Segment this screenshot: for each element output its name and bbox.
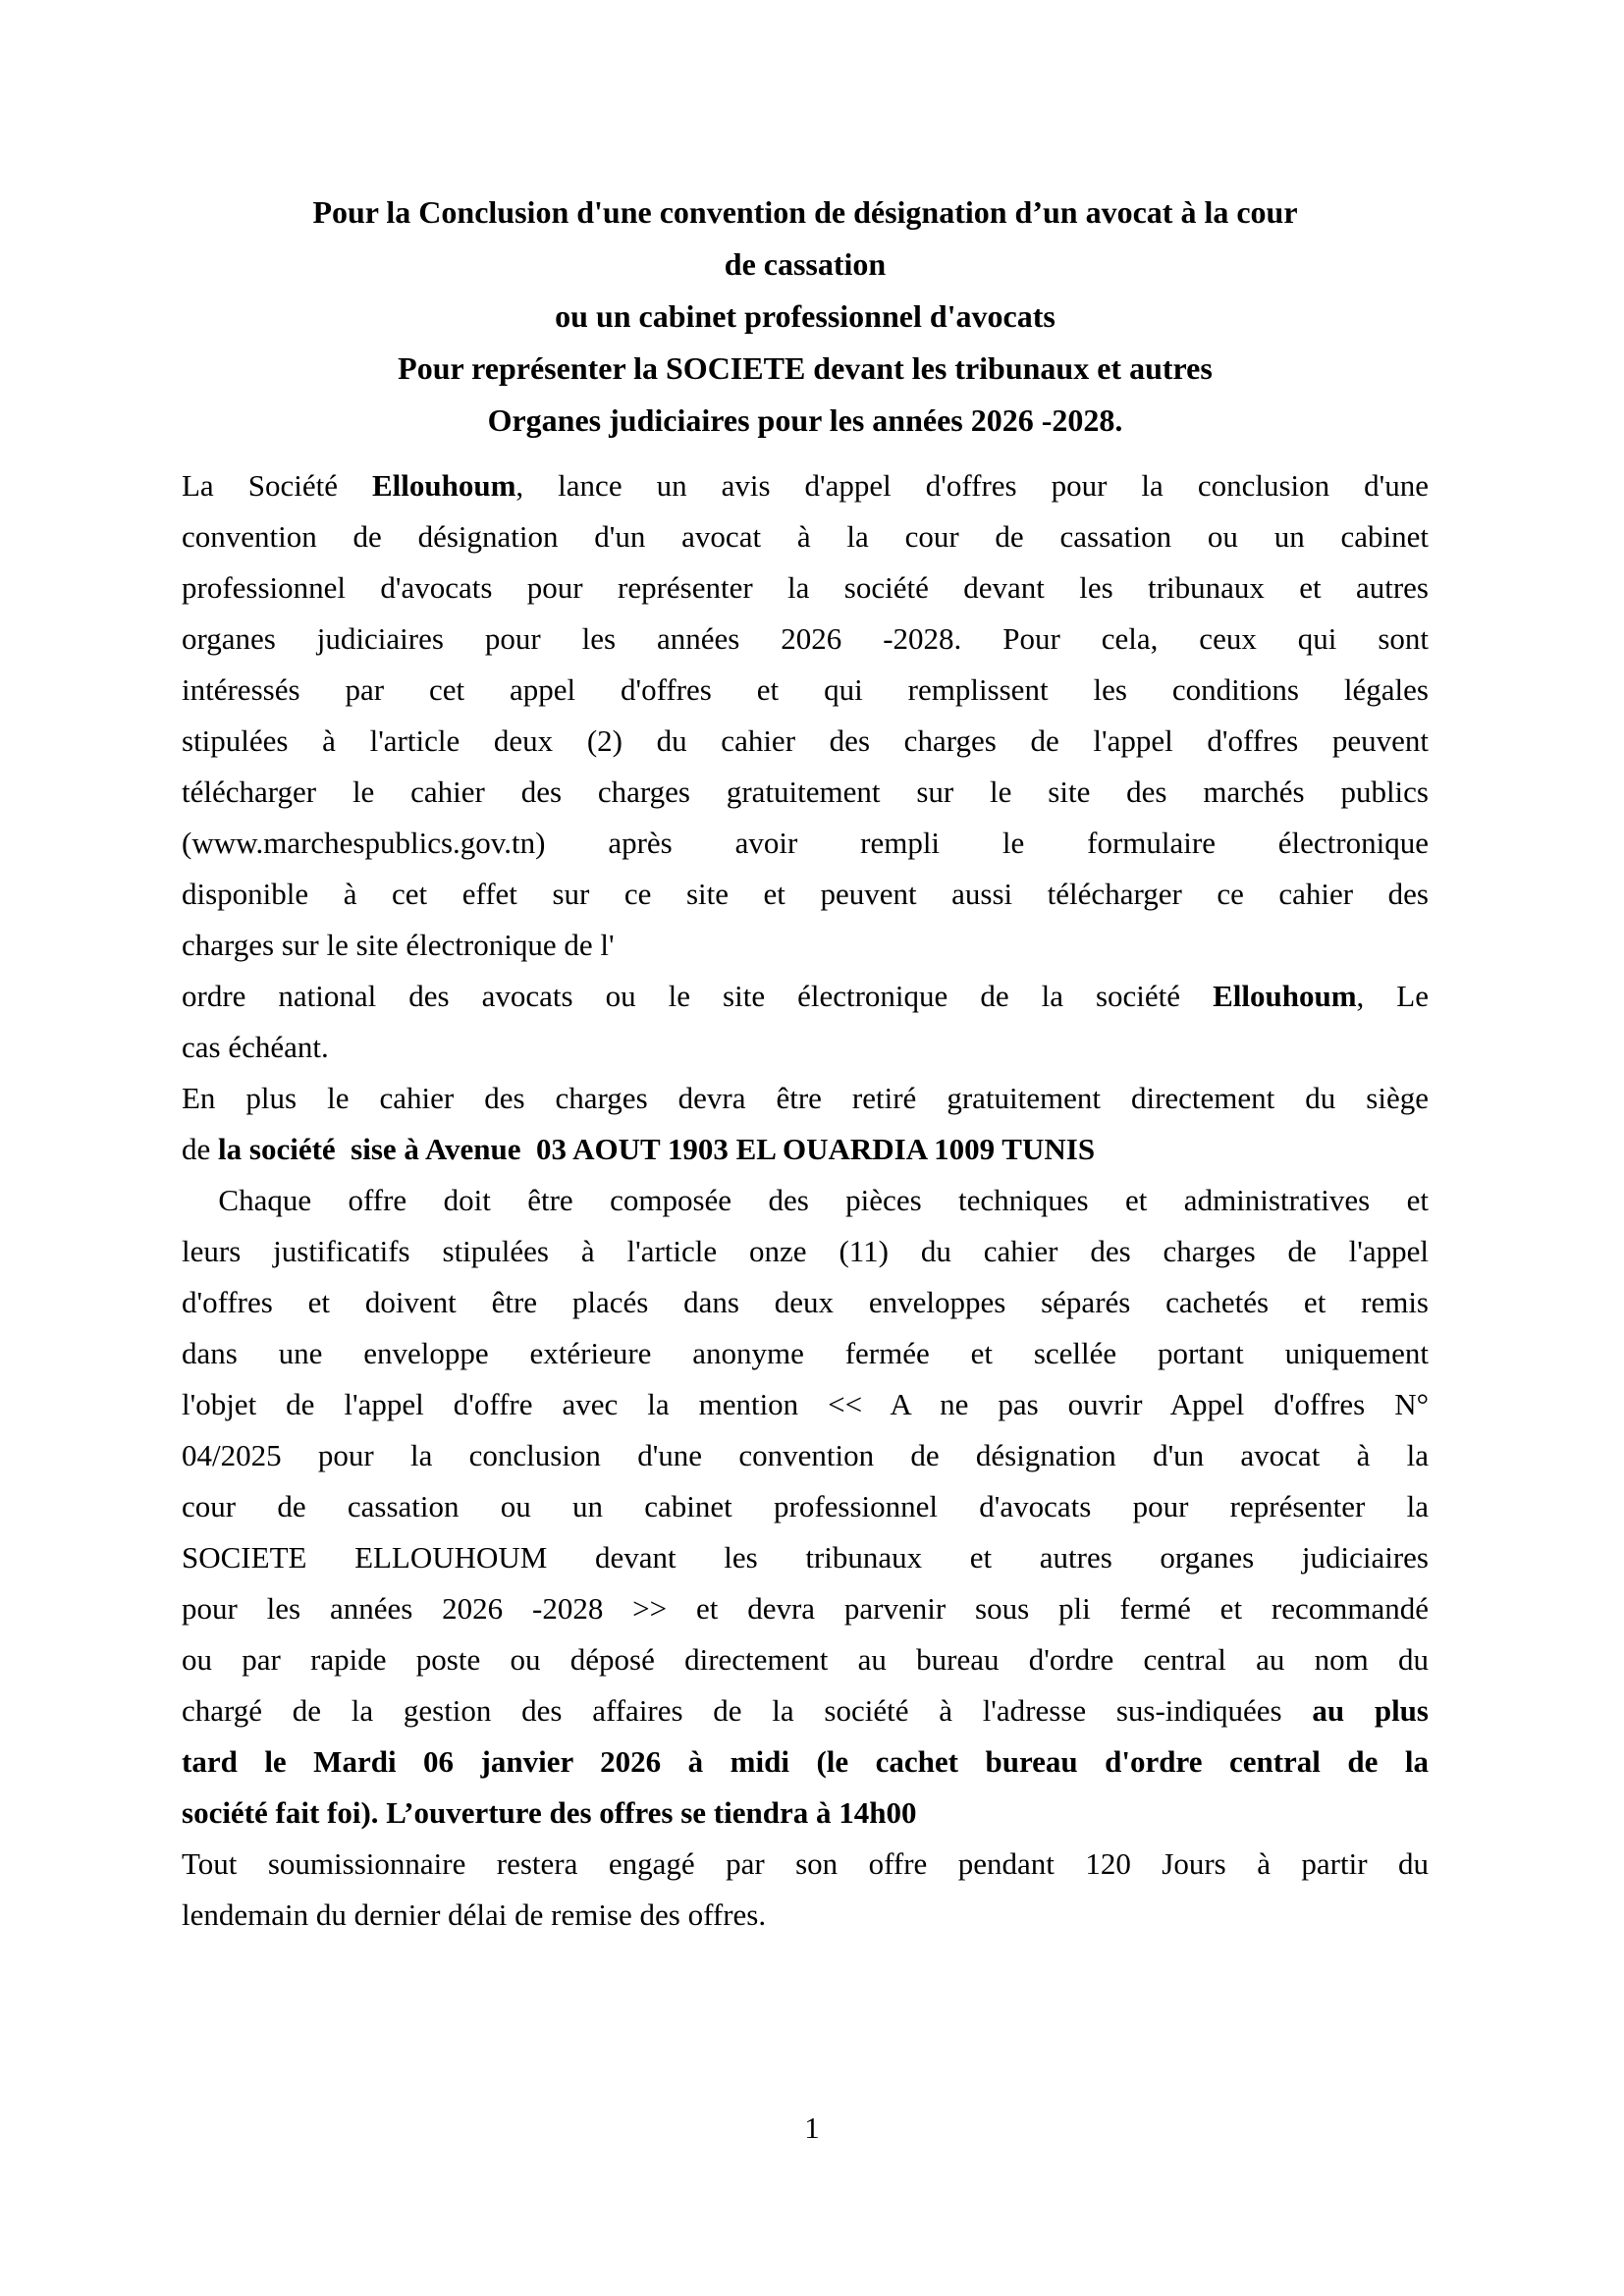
title-line: ou un cabinet professionnel d'avocats (555, 298, 1056, 334)
regular-text: Chaque offre doit être composée des pièces techniques et administratives et (182, 1183, 1429, 1217)
regular-text: chargé de la gestion des affaires de la société à l'adresse sus-indiquées (182, 1693, 1313, 1728)
text-line (182, 1481, 1429, 1532)
bold-text: Ellouhoum (1213, 979, 1357, 1013)
regular-text: ou par rapide poste ou déposé directement au bureau d'ordre central au nom du (182, 1642, 1429, 1677)
regular-text: cour de cassation ou un cabinet professionnel d'avocats pour représenter la (182, 1489, 1429, 1523)
regular-text: leurs justificatifs stipulées à l'article onze (11) du cahier des charges de l'appel (182, 1234, 1429, 1268)
regular-text: de (182, 1132, 219, 1166)
text-line (182, 1685, 1429, 1736)
text-line (182, 1073, 1429, 1124)
regular-text: , lance un avis d'appel d'offres pour la conclusion d'une (515, 468, 1429, 503)
text-line (182, 1634, 1429, 1685)
text-line (182, 716, 1429, 767)
text-line (182, 511, 1429, 562)
regular-text: , Le (1356, 979, 1429, 1013)
bold-text: société fait foi). L’ouverture des offres se tiendra à 14h00 (182, 1795, 917, 1830)
text-line (182, 1022, 1429, 1073)
regular-text: lendemain du dernier délai de remise des offres. (182, 1897, 767, 1932)
text-line (182, 869, 1429, 920)
bold-text: au plus (1312, 1693, 1429, 1728)
regular-text: ordre national des avocats ou le site électronique de la société (182, 979, 1214, 1013)
bold-text: la société sise à Avenue 03 AOUT 1903 EL OUARDIA 1009 TUNIS (218, 1132, 1096, 1166)
text-line (182, 1379, 1429, 1430)
regular-text: dans une enveloppe extérieure anonyme fermée et scellée portant uniquement (182, 1336, 1429, 1370)
text-line (182, 614, 1429, 665)
text-line (182, 1788, 1429, 1839)
document-body (182, 460, 1429, 1941)
text-line (182, 1124, 1429, 1175)
text-line (182, 1890, 1429, 1941)
text-line (182, 1736, 1429, 1788)
text-line (182, 818, 1429, 869)
text-line (182, 1277, 1429, 1328)
title-line: de cassation (724, 246, 887, 282)
regular-text: pour les années 2026 -2028 >> et devra parvenir sous pli fermé et recommandé (182, 1591, 1429, 1626)
regular-text: l'objet de l'appel d'offre avec la mention << A ne pas ouvrir Appel d'offres N° (182, 1387, 1429, 1421)
text-line (182, 1226, 1429, 1277)
text-line (182, 1430, 1429, 1481)
regular-text: charges sur le site électronique de l' (182, 928, 615, 962)
regular-text: disponible à cet effet sur ce site et peuvent aussi télécharger ce cahier des (182, 877, 1429, 911)
text-line (182, 1583, 1429, 1634)
text-line (182, 562, 1429, 614)
regular-text: (www.marchespublics.gov.tn) après avoir rempli le formulaire électronique (182, 826, 1429, 860)
text-line (182, 767, 1429, 818)
title-line: Organes judiciaires pour les années 2026 -2028. (487, 402, 1123, 438)
bold-text: tard le Mardi 06 janvier 2026 à midi (le cachet bureau d'ordre central de la (182, 1744, 1429, 1779)
regular-text: d'offres et doivent être placés dans deux enveloppes séparés cachetés et remis (182, 1285, 1429, 1319)
regular-text: organes judiciaires pour les années 2026 -2028. Pour cela, ceux qui sont (182, 621, 1429, 656)
text-line (182, 920, 1429, 971)
regular-text: télécharger le cahier des charges gratuitement sur le site des marchés publics (182, 774, 1429, 809)
regular-text: La Société (182, 468, 372, 503)
title-line: Pour représenter la SOCIETE devant les tribunaux et autres (398, 350, 1213, 386)
page-number: 1 (804, 2110, 820, 2145)
title-line: Pour la Conclusion d'une convention de désignation d’un avocat à la cour (312, 194, 1298, 230)
regular-text: cas échéant. (182, 1030, 329, 1064)
text-line (182, 460, 1429, 511)
regular-text: 04/2025 pour la conclusion d'une convention de désignation d'un avocat à la (182, 1438, 1429, 1472)
regular-text: Tout soumissionnaire restera engagé par son offre pendant 120 Jours à partir du (182, 1846, 1429, 1881)
text-line (182, 1328, 1429, 1379)
text-line (182, 971, 1429, 1022)
document-title (182, 187, 1429, 447)
text-line (182, 1839, 1429, 1890)
regular-text: En plus le cahier des charges devra être retiré gratuitement directement du siège (182, 1081, 1429, 1115)
regular-text: intéressés par cet appel d'offres et qui remplissent les conditions légales (182, 672, 1429, 707)
text-line (182, 1175, 1429, 1226)
regular-text: stipulées à l'article deux (2) du cahier des charges de l'appel d'offres peuvent (182, 723, 1429, 758)
text-line (182, 1532, 1429, 1583)
regular-text: convention de désignation d'un avocat à la cour de cassation ou un cabinet (182, 519, 1429, 554)
regular-text: SOCIETE ELLOUHOUM devant les tribunaux et autres organes judiciaires (182, 1540, 1429, 1575)
bold-text: Ellouhoum (371, 468, 516, 503)
regular-text: professionnel d'avocats pour représenter la société devant les tribunaux et autres (182, 570, 1429, 605)
text-line (182, 665, 1429, 716)
